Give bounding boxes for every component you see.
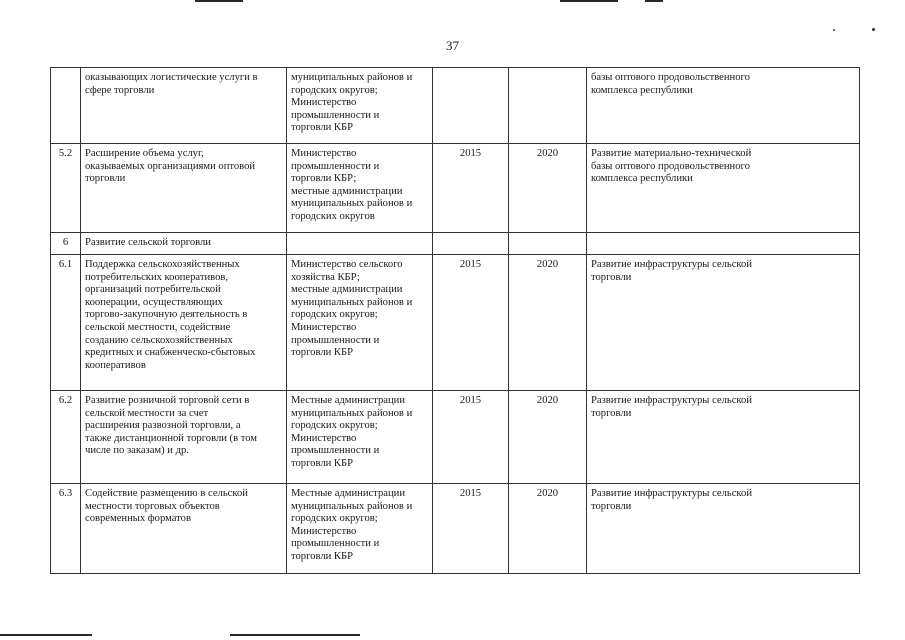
item-number: 6.3 xyxy=(51,484,81,574)
item-number: 6.1 xyxy=(51,255,81,391)
start-year: 2015 xyxy=(433,144,509,233)
result-cell: Развитие инфраструктуры сельской торговли xyxy=(587,391,860,484)
item-number xyxy=(51,68,81,144)
start-year xyxy=(433,233,509,255)
start-year: 2015 xyxy=(433,255,509,391)
result-cell: Развитие инфраструктуры сельской торговли xyxy=(587,484,860,574)
start-year: 2015 xyxy=(433,484,509,574)
scan-artifact-top-1 xyxy=(195,0,243,2)
result-cell xyxy=(587,233,860,255)
executors-cell: Местные администрации муниципальных районов и городских округов; Министерство промышленности и торговли КБР xyxy=(287,391,433,484)
end-year: 2020 xyxy=(509,255,587,391)
section-title-cell: Развитие сельской торговли xyxy=(81,233,287,255)
start-year xyxy=(433,68,509,144)
end-year xyxy=(509,68,587,144)
scan-artifact-top-3 xyxy=(645,0,663,2)
item-number: 6.2 xyxy=(51,391,81,484)
table-row xyxy=(51,255,860,391)
scan-dot xyxy=(833,29,835,31)
scan-artifact-bottom-2 xyxy=(230,634,360,636)
result-cell: Развитие инфраструктуры сельской торговли xyxy=(587,255,860,391)
result-cell: Развитие материально-технической базы оптового продовольственного комплекса республики xyxy=(587,144,860,233)
action-plan-table xyxy=(50,67,860,574)
executors-cell: Местные администрации муниципальных районов и городских округов; Министерство промышленности и торговли КБР xyxy=(287,484,433,574)
end-year: 2020 xyxy=(509,144,587,233)
page-number: 37 xyxy=(446,38,459,53)
end-year: 2020 xyxy=(509,391,587,484)
table-row xyxy=(51,391,860,484)
table-row xyxy=(51,233,860,255)
table-row xyxy=(51,484,860,574)
executors-cell: Министерство сельского хозяйства КБР; местные администрации муниципальных районов и городских округов; Министерство промышленности и торговли КБР xyxy=(287,255,433,391)
action-cell: оказывающих логистические услуги в сфере торговли xyxy=(81,68,287,144)
scan-artifact-bottom-1 xyxy=(0,634,92,636)
item-number: 6 xyxy=(51,233,81,255)
item-number: 5.2 xyxy=(51,144,81,233)
executors-cell: муниципальных районов и городских округов; Министерство промышленности и торговли КБР xyxy=(287,68,433,144)
action-cell: Развитие розничной торговой сети в сельской местности за счет расширения развозной торговли, а также дистанционной торговли (в том числе по заказам) и др. xyxy=(81,391,287,484)
end-year: 2020 xyxy=(509,484,587,574)
action-cell: Содействие размещению в сельской местности торговых объектов современных форматов xyxy=(81,484,287,574)
scan-dot xyxy=(872,28,875,31)
action-cell: Расширение объема услуг, оказываемых организациями оптовой торговли xyxy=(81,144,287,233)
action-cell: Поддержка сельскохозяйственных потребительских кооперативов, организаций потребительской кооперации, осуществляющих торгово-закупочную деятельность в сельской местности, содействие созданию сельскохозяйственных кредитных и снабженческо-сбытовых кооперативов xyxy=(81,255,287,391)
executors-cell xyxy=(287,233,433,255)
start-year: 2015 xyxy=(433,391,509,484)
table-row xyxy=(51,68,860,144)
result-cell: базы оптового продовольственного комплекса республики xyxy=(587,68,860,144)
table-row xyxy=(51,144,860,233)
executors-cell: Министерство промышленности и торговли КБР; местные администрации муниципальных районов и городских округов xyxy=(287,144,433,233)
end-year xyxy=(509,233,587,255)
scan-artifact-top-2 xyxy=(560,0,618,2)
